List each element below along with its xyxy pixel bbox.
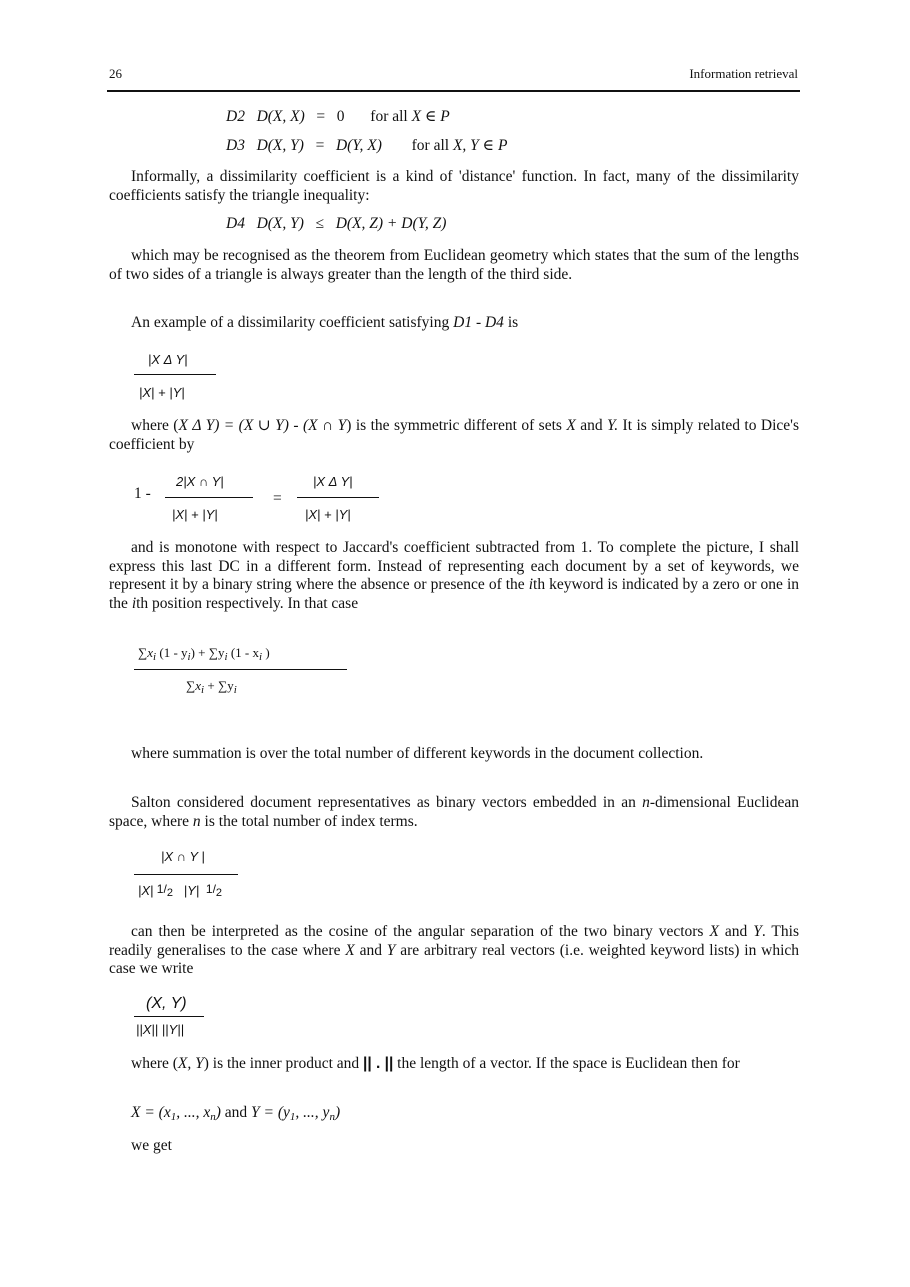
paragraph-jaccard: and is monotone with respect to Jaccard's coefficient subtracted from 1. To complete the picture, I shall express this last DC in a different form. Instead of representing each document by a set of keywords, we represent it by a binary string where the absence or presence of the ith keyword is indicated by a zero or one in the ith position respectively. In that case	[109, 539, 799, 612]
inner-fraction-den: ||X|| ||Y||	[136, 1022, 184, 1037]
paragraph-euclidean: which may be recognised as the theorem from Euclidean geometry which states that the sum of the lengths of two sides of a triangle is always greater than the length of the third side.	[109, 247, 799, 283]
fraction-line	[134, 669, 347, 670]
fraction-line	[134, 1016, 204, 1017]
sum-fraction-numerator: $\sum x_i$ $(1 - y_i) + \sum y_i$ ($1 - x_i$ )	[138, 645, 270, 663]
dice-equals: =	[273, 490, 282, 507]
eq-lhs: D(X, Y)	[256, 215, 304, 232]
sum-fraction-denominator: $\sum x_i + \sum y_i$	[186, 678, 237, 696]
eq-label: D3	[226, 137, 245, 154]
eq-rhs: D(Y, X)	[335, 137, 382, 154]
eq-rel: ≤	[315, 215, 325, 232]
fraction-line	[165, 497, 253, 498]
fraction-line	[134, 874, 238, 875]
fraction-line	[297, 497, 379, 498]
paragraph-cosine: can then be interpreted as the cosine of the angular separation of the two binary vectors X and Y. This readily generalises to the case where X and Y are arbitrary real vectors (i.e. weighted keyword lists) in which case we write	[109, 923, 800, 977]
dice-den-1: |X| + |Y|	[172, 507, 218, 522]
header-rule	[107, 90, 800, 92]
vector-definition: $X = (x_1$, ..., $x_n$) and $Y = (y_1$, ..., $y_n$)	[131, 1104, 341, 1123]
fraction-sym-diff-den: |X| + |Y|	[139, 385, 185, 400]
cosine-fraction-num: |X ∩ Y |	[161, 849, 205, 864]
eq-rel: =	[316, 108, 326, 125]
dice-den-2: |X| + |Y|	[305, 507, 351, 522]
eq-label: D4	[226, 215, 245, 232]
eq-cond: for all	[411, 137, 450, 154]
eq-lhs: D(X, X)	[256, 108, 305, 125]
paragraph-salton: Salton considered document representatives as binary vectors embedded in an n-dimensional Euclidean space, where n is the total number of index terms.	[109, 794, 799, 830]
paragraph-where-symdiff: where (X Δ Y) = (X ∪ Y) - (X ∩ Y) is the symmetric different of sets X and Y. It is simply related to Dice's coefficient by	[109, 417, 799, 453]
equation-d2	[226, 107, 450, 126]
inner-fraction-num: (X, Y)	[146, 995, 187, 1012]
equation-d3	[226, 136, 507, 155]
dice-num-2: |X Δ Y|	[313, 474, 353, 489]
eq-lhs: D(X, Y)	[256, 137, 304, 154]
eq-label: D2	[226, 108, 245, 125]
equation-d4	[226, 215, 446, 233]
paragraph-informally: Informally, a dissimilarity coefficient is a kind of 'distance' function. In fact, many of the dissimilarity coefficients satisfy the triangle inequality:	[109, 168, 799, 204]
eq-rhs: 0	[336, 108, 345, 125]
eq-cond: for all	[370, 108, 408, 125]
paragraph-example: An example of a dissimilarity coefficient satisfying D1 - D4 is	[131, 314, 519, 331]
eq-rhs: D(X, Z) + D(Y, Z)	[335, 215, 447, 232]
page-number: 26	[109, 66, 122, 81]
dice-num-1: 2|X ∩ Y|	[176, 474, 224, 489]
fraction-sym-diff-num: |X Δ Y|	[148, 352, 188, 367]
eq-rel: =	[315, 137, 325, 154]
running-title: Information retrieval	[689, 66, 798, 81]
paragraph-summation: where summation is over the total number of different keywords in the document collection.	[131, 745, 704, 762]
dice-lead: 1 -	[134, 485, 151, 502]
cosine-fraction-den: |X| $1/_2$ |Y| $1/_2$	[138, 882, 223, 899]
eq-cond-set: X, Y ∈ P	[452, 137, 508, 154]
paragraph-inner-product: where (X, Y) is the inner product and || . || the length of a vector. If the space is Euclidean then for	[131, 1055, 740, 1072]
paragraph-we-get: we get	[131, 1137, 172, 1154]
eq-cond-set: X ∈ P	[411, 108, 450, 125]
fraction-line	[134, 374, 216, 375]
